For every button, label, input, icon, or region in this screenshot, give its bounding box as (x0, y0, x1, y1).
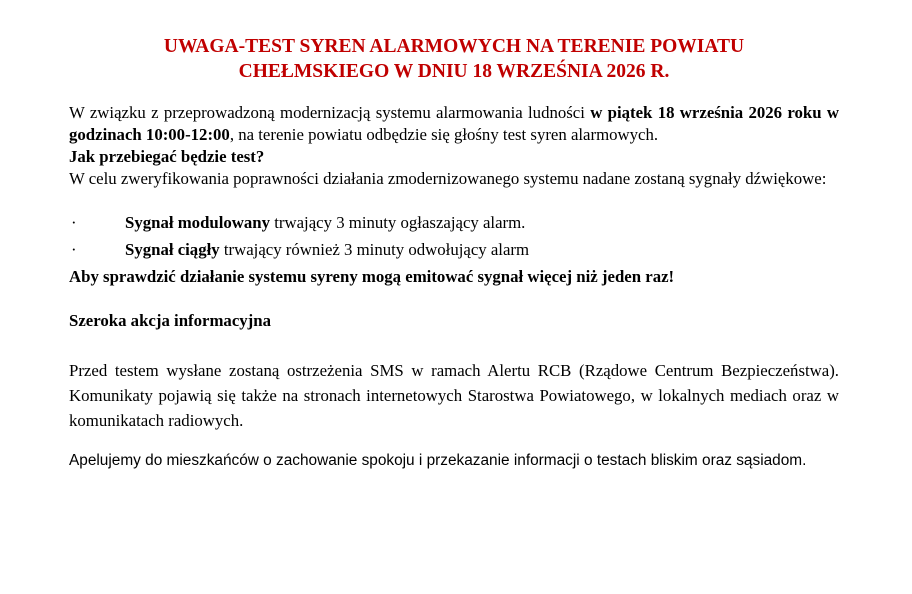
how-text: W celu zweryfikowania poprawności działania zmodernizowanego systemu nadane zostaną sygnały dźwiękowe: (69, 169, 827, 188)
info-heading: Szeroka akcja informacyjna (69, 311, 271, 330)
list-item (69, 212, 839, 234)
blank-line (69, 190, 839, 212)
announcement-title (69, 34, 839, 84)
intro-text-start: W związku z przeprowadzoną modernizacją systemu alarmowania ludności (69, 103, 591, 122)
bullet-icon: · (71, 240, 77, 259)
signal-description: trwający 3 minuty ogłaszający alarm. (270, 213, 526, 232)
signal-description: trwający również 3 minuty odwołujący alarm (219, 240, 530, 259)
title-line-2: CHEŁMSKIEGO W DNIU 18 WRZEŚNIA 2026 R. (238, 61, 670, 82)
warning-text: Aby sprawdzić działanie systemu syreny mogą emitować sygnał więcej niż jeden raz! (69, 267, 675, 286)
signal-name: Sygnał ciągły (125, 240, 220, 259)
how-heading: Jak przebiegać będzie test? (69, 147, 265, 166)
appeal-paragraph: Apelujemy do mieszkańców o zachowanie spokoju i przekazanie informacji o testach bliskim oraz sąsiadom. (69, 452, 807, 469)
title-line-1: UWAGA-TEST SYREN ALARMOWYCH NA TERENIE POWIATU (163, 36, 745, 57)
signal-name: Sygnał modulowany (125, 213, 271, 232)
intro-text-end: , na terenie powiatu odbędzie się głośny test syren alarmowych. (229, 125, 659, 144)
intro-date-bold: w piątek 18 września 2026 roku w godzinach 10:00-12:00 (69, 103, 840, 144)
bullet-icon: · (71, 213, 77, 232)
info-paragraph: Przed testem wysłane zostaną ostrzeżenia SMS w ramach Alertu RCB (Rządowe Centrum Bezpieczeństwa). Komunikaty pojawią się także na stronach internetowych Starostwa Powiatowego, w lokalnych mediach oraz w komunikatach radiowych. (69, 361, 839, 430)
announcement-document (69, 34, 839, 490)
signal-list (69, 212, 839, 261)
list-item (69, 239, 839, 261)
intro-paragraph (69, 102, 839, 146)
